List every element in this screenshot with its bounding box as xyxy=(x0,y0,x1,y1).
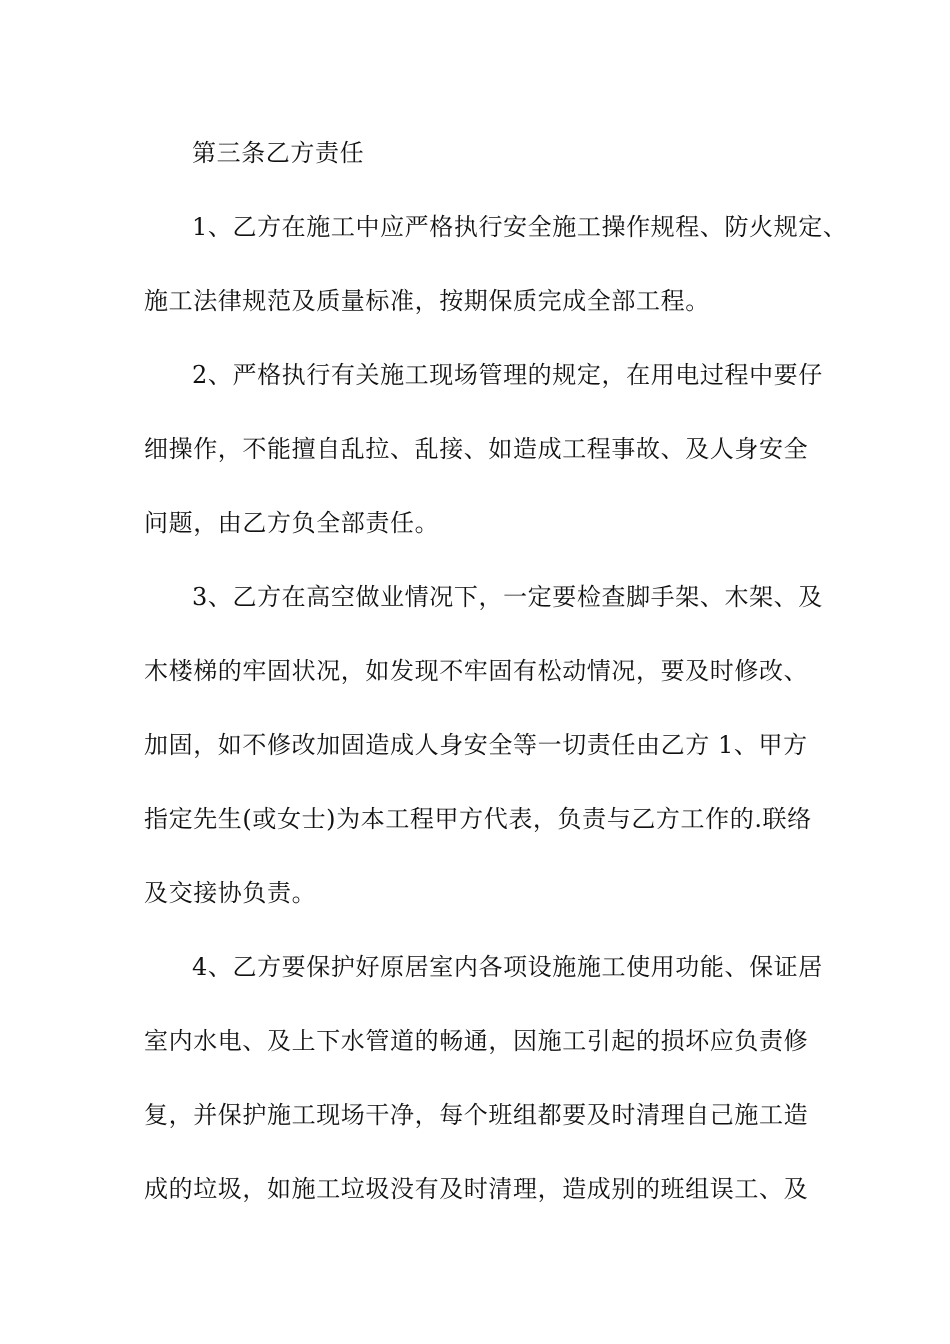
paragraph-3-line-1: 3、乙方在高空做业情况下，一定要检查脚手架、木架、及 xyxy=(192,583,823,611)
paragraph-4-line-1: 4、乙方要保护好原居室内各项设施施工使用功能、保证居 xyxy=(192,953,823,981)
paragraph-1-line-1: 1、乙方在施工中应严格执行安全施工操作规程、防火规定、 xyxy=(192,213,848,241)
paragraph-3-line-3: 加固，如不修改加固造成人身安全等一切责任由乙方 1、甲方 xyxy=(144,731,808,759)
paragraph-1-line-2: 施工法律规范及质量标准，按期保质完成全部工程。 xyxy=(144,287,710,315)
paragraph-2-line-1: 2、严格执行有关施工现场管理的规定，在用电过程中要仔 xyxy=(192,361,823,389)
paragraph-2-line-2: 细操作，不能擅自乱拉、乱接、如造成工程事故、及人身安全 xyxy=(144,435,809,463)
paragraph-3-line-4: 指定先生(或女士)为本工程甲方代表，负责与乙方工作的.联络 xyxy=(144,805,812,833)
paragraph-3-line-5: 及交接协负责。 xyxy=(144,879,317,907)
section-heading: 第三条乙方责任 xyxy=(192,139,365,167)
paragraph-4-line-3: 复，并保护施工现场干净，每个班组都要及时清理自己施工造 xyxy=(144,1101,809,1129)
paragraph-4-line-4: 成的垃圾，如施工垃圾没有及时清理，造成别的班组误工、及 xyxy=(144,1175,809,1203)
paragraph-3-line-2: 木楼梯的牢固状况，如发现不牢固有松动情况，要及时修改、 xyxy=(144,657,809,685)
paragraph-2-line-3: 问题，由乙方负全部责任。 xyxy=(144,509,440,537)
paragraph-4-line-2: 室内水电、及上下水管道的畅通，因施工引起的损坏应负责修 xyxy=(144,1027,809,1055)
